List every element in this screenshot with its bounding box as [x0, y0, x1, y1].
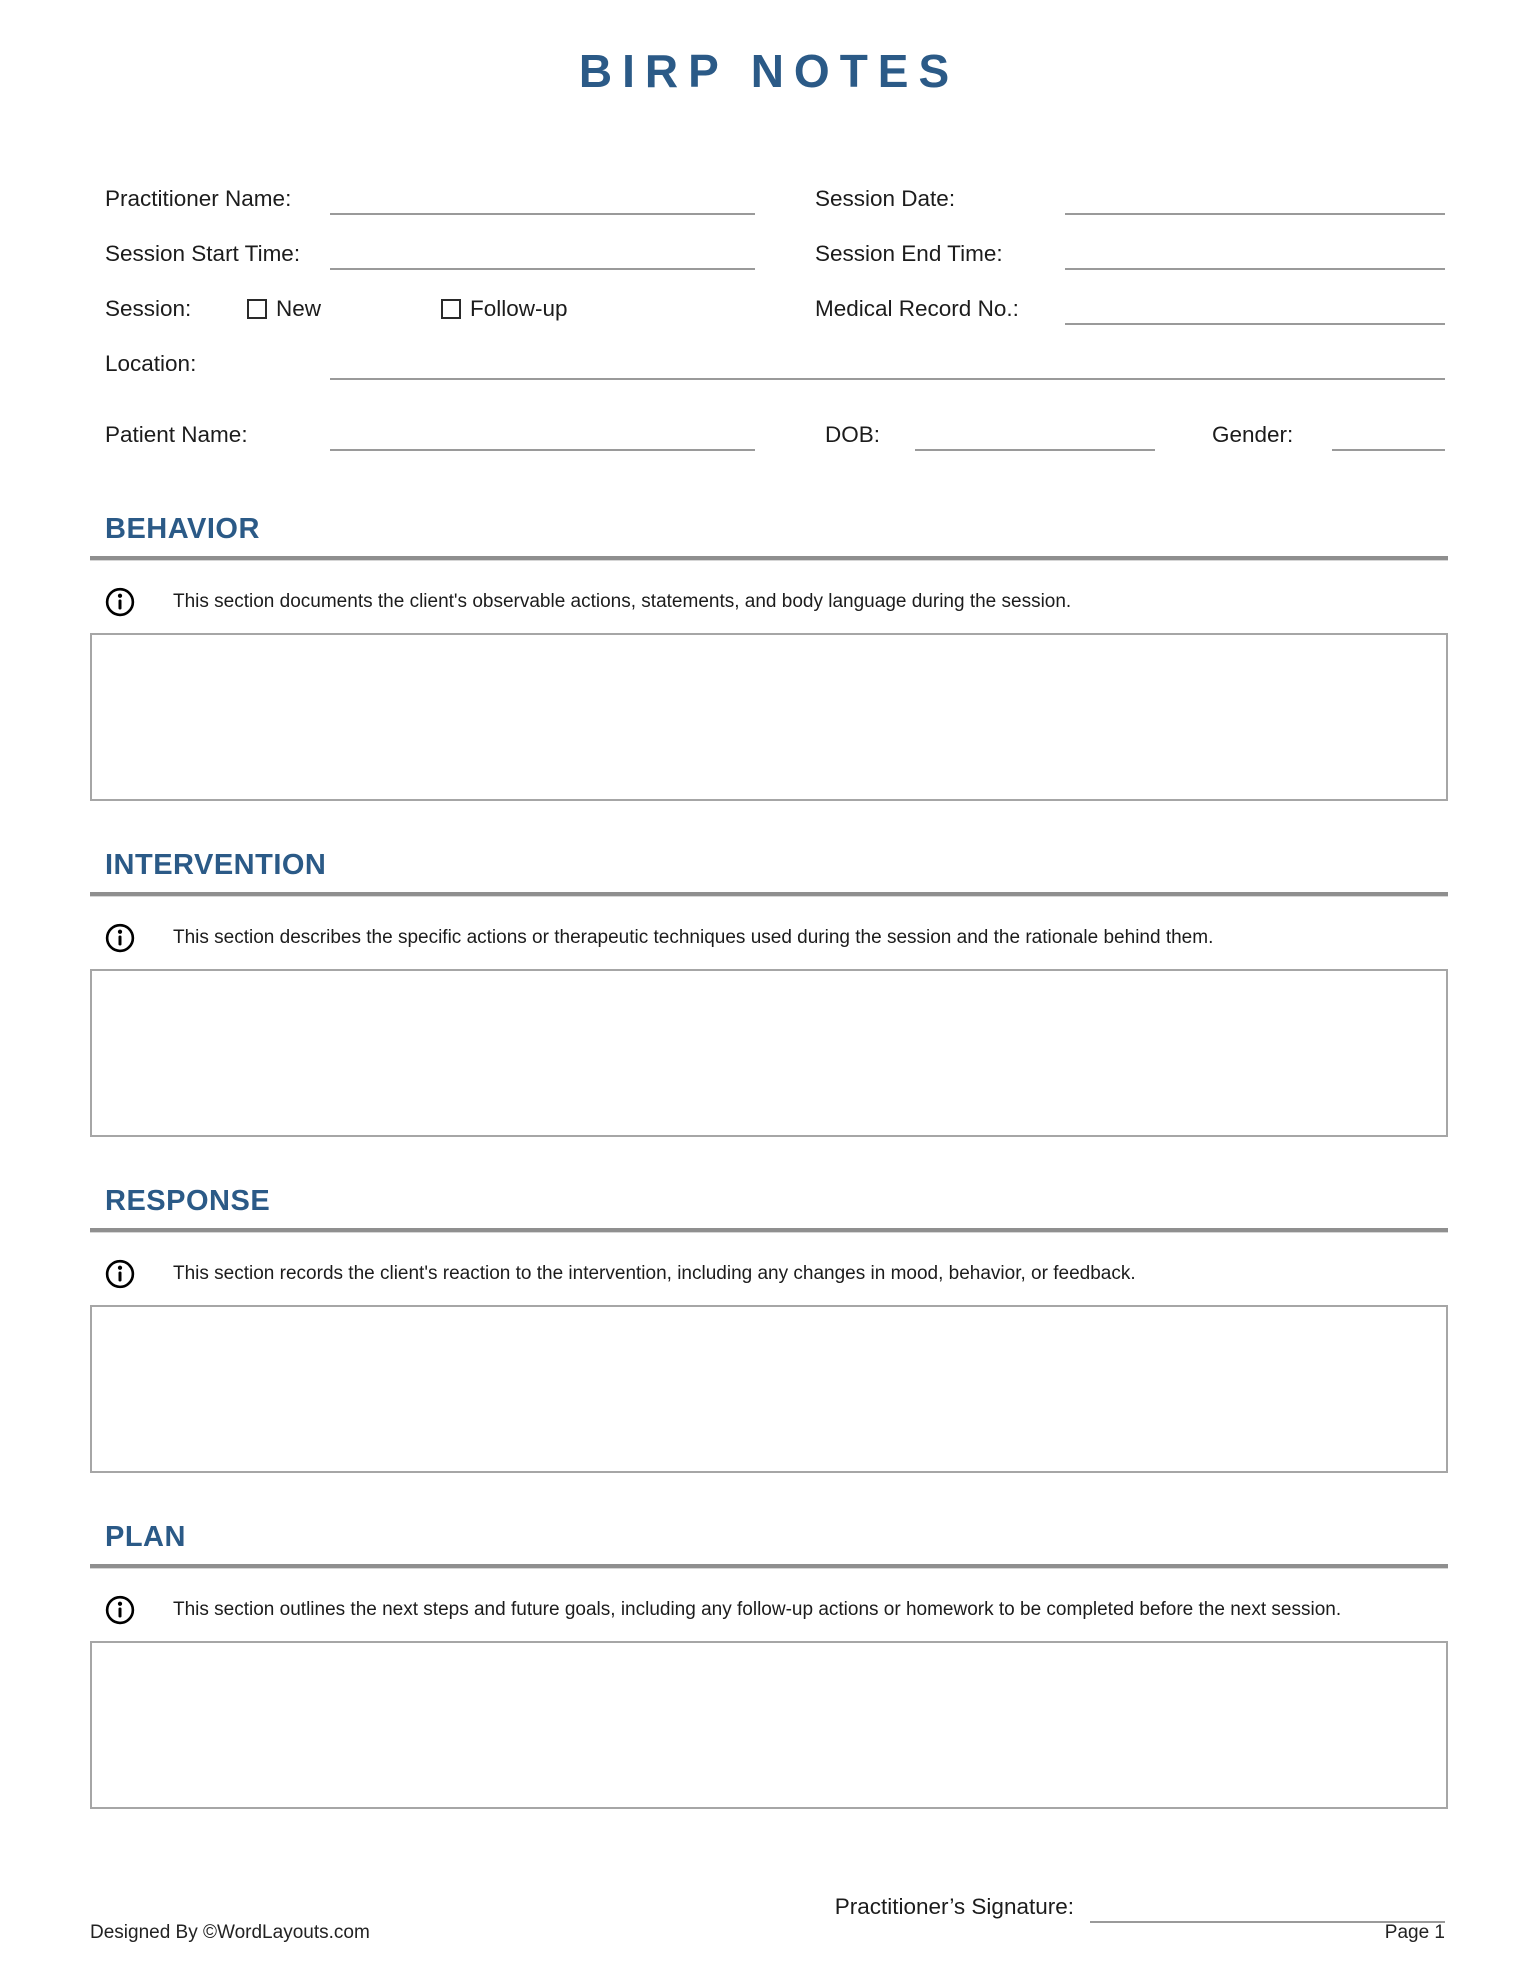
section-behavior	[90, 513, 1448, 801]
response-textarea[interactable]	[90, 1305, 1448, 1473]
practitioner-name-input[interactable]	[330, 175, 755, 215]
behavior-textarea[interactable]	[90, 633, 1448, 801]
section-divider	[90, 556, 1448, 561]
section-divider	[90, 1228, 1448, 1233]
info-icon	[105, 923, 135, 953]
section-intervention	[90, 849, 1448, 1137]
section-response	[90, 1185, 1448, 1473]
section-divider	[90, 1564, 1448, 1569]
dob-input[interactable]	[915, 411, 1155, 451]
session-new-label: New	[276, 296, 322, 321]
field-row-2	[90, 215, 1448, 270]
session-date-label: Session Date:	[815, 186, 956, 211]
dob-label: DOB:	[825, 422, 881, 447]
section-divider	[90, 892, 1448, 897]
field-row-5	[90, 396, 1448, 451]
gender-label: Gender:	[1212, 422, 1294, 447]
info-icon	[105, 1595, 135, 1625]
session-new-checkbox[interactable]	[247, 299, 267, 319]
behavior-heading: BEHAVIOR	[105, 513, 260, 545]
intervention-textarea[interactable]	[90, 969, 1448, 1137]
medical-record-no-input[interactable]	[1065, 285, 1445, 325]
practitioner-signature-input[interactable]	[1090, 1889, 1445, 1923]
session-start-time-label: Session Start Time:	[105, 241, 301, 266]
info-icon	[105, 1259, 135, 1289]
session-followup-label: Follow-up	[470, 296, 568, 321]
header-fields	[90, 160, 1448, 451]
practitioner-signature-label: Practitioner’s Signature:	[834, 1894, 1074, 1919]
session-followup-checkbox[interactable]	[441, 299, 461, 319]
session-end-time-label: Session End Time:	[815, 241, 1003, 266]
plan-heading: PLAN	[105, 1521, 186, 1553]
patient-name-label: Patient Name:	[105, 422, 248, 447]
session-date-input[interactable]	[1065, 175, 1445, 215]
behavior-description: This section documents the client's observable actions, statements, and body language during the session.	[173, 591, 1072, 612]
section-plan	[90, 1521, 1448, 1809]
info-icon	[105, 587, 135, 617]
session-start-time-input[interactable]	[330, 230, 755, 270]
gender-input[interactable]	[1332, 411, 1445, 451]
session-end-time-input[interactable]	[1065, 230, 1445, 270]
response-heading: RESPONSE	[105, 1185, 271, 1217]
location-label: Location:	[105, 351, 197, 376]
page-footer	[90, 1922, 1448, 1944]
intervention-heading: INTERVENTION	[105, 849, 327, 881]
location-input[interactable]	[330, 340, 1445, 380]
practitioner-name-label: Practitioner Name:	[105, 186, 292, 211]
medical-record-no-label: Medical Record No.:	[815, 296, 1019, 321]
field-row-4	[90, 325, 1448, 380]
page-number: Page 1	[1384, 1922, 1445, 1943]
page-title: BIRP NOTES	[578, 45, 960, 97]
plan-textarea[interactable]	[90, 1641, 1448, 1809]
response-description: This section records the client's reaction to the intervention, including any changes in mood, behavior, or feedback.	[173, 1263, 1136, 1284]
field-row-3	[90, 270, 1448, 325]
footer-credit: Designed By ©WordLayouts.com	[90, 1922, 370, 1943]
field-row-1	[90, 160, 1448, 215]
patient-name-input[interactable]	[330, 411, 755, 451]
signature-row	[90, 1889, 1448, 1923]
session-label: Session:	[105, 296, 192, 321]
plan-description: This section outlines the next steps and future goals, including any follow-up actions or homework to be completed before the next session.	[173, 1599, 1342, 1620]
intervention-description: This section describes the specific actions or therapeutic techniques used during the session and the rationale behind them.	[173, 927, 1214, 948]
